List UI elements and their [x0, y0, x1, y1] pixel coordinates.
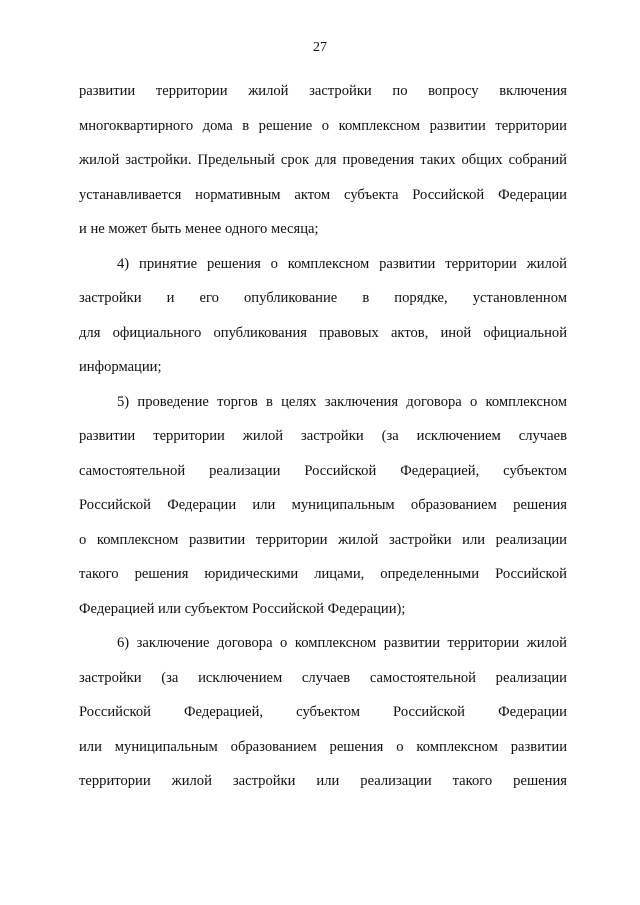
paragraph-start-line: 5) проведение торгов в целях заключения договора о комплексном — [117, 394, 567, 410]
text-line: такого решения юридическими лицами, определенными Российской — [79, 566, 567, 582]
paragraph-start-line: 4) принятие решения о комплексном развитии территории жилой — [117, 256, 567, 272]
text-line: жилой застройки. Предельный срок для проведения таких общих собраний — [79, 152, 567, 168]
paragraph-start-line: 6) заключение договора о комплексном развитии территории жилой — [117, 635, 567, 651]
text-line: Федерацией или субъектом Российской Федерации); — [79, 601, 406, 617]
text-line: территории жилой застройки или реализации такого решения — [79, 773, 567, 789]
text-line: многоквартирного дома в решение о комплексном развитии территории — [79, 118, 567, 134]
text-line: или муниципальным образованием решения о комплексном развитии — [79, 739, 567, 755]
text-line: застройки и его опубликование в порядке, установленном — [79, 290, 567, 306]
text-line: развитии территории жилой застройки (за исключением случаев — [79, 428, 567, 444]
text-line: и не может быть менее одного месяца; — [79, 221, 319, 237]
page-number: 27 — [313, 40, 327, 55]
text-line: застройки (за исключением случаев самостоятельной реализации — [79, 670, 567, 686]
text-line: устанавливается нормативным актом субъекта Российской Федерации — [79, 187, 567, 203]
text-line: о комплексном развитии территории жилой застройки или реализации — [79, 532, 567, 548]
text-line: развитии территории жилой застройки по вопросу включения — [79, 83, 567, 99]
text-line: информации; — [79, 359, 162, 375]
text-line: самостоятельной реализации Российской Федерацией, субъектом — [79, 463, 567, 479]
text-line: Российской Федерацией, субъектом Российской Федерации — [79, 704, 567, 720]
text-line: Российской Федерации или муниципальным образованием решения — [79, 497, 567, 513]
text-line: для официального опубликования правовых актов, иной официальной — [79, 325, 567, 341]
